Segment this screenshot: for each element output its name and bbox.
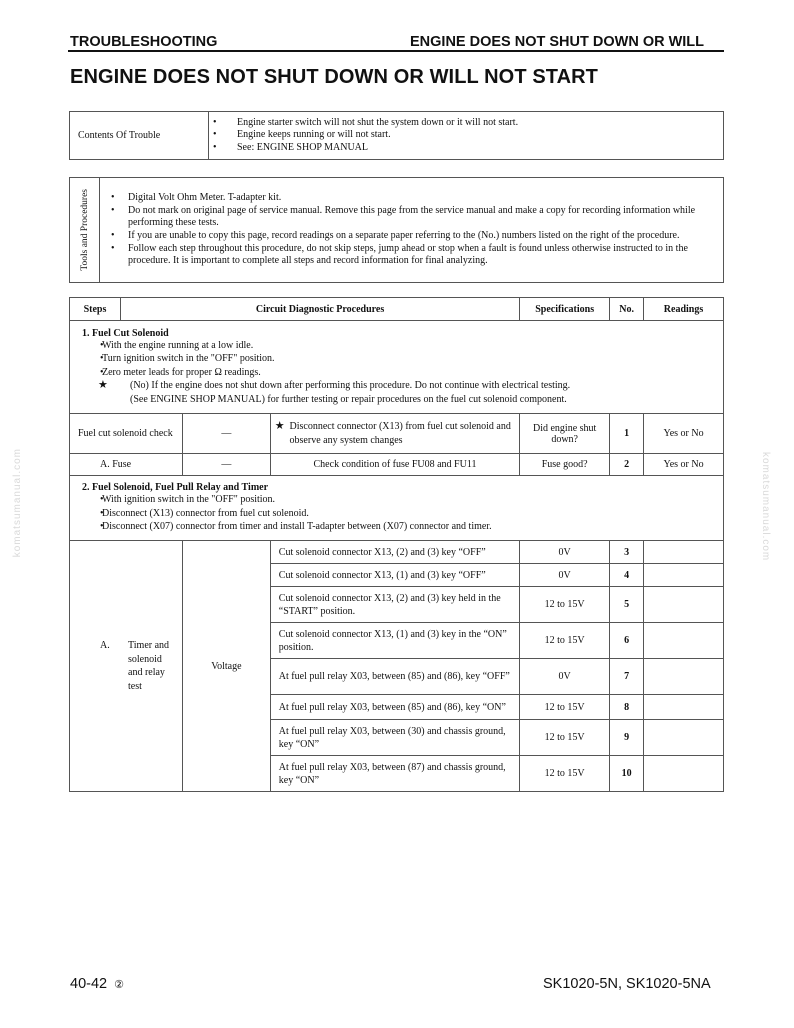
list-item: • If you are unable to copy this page, record readings on a separate paper referring to the (No.) numbers listed on the right of the procedure. xyxy=(100,230,711,243)
watermark-right: komatsumanual.com xyxy=(760,452,771,562)
reading-cell[interactable] xyxy=(644,659,724,695)
number-cell: 6 xyxy=(610,623,644,659)
number-cell: 1 xyxy=(610,414,644,454)
diagnostic-table xyxy=(69,297,724,792)
procedure-cell: Cut solenoid connector X13, (1) and (3) key in the “ON” position. xyxy=(270,623,519,659)
step-text: Timer and solenoid and relay test xyxy=(128,640,170,692)
star-note: ★ (No) If the engine does not shut down after performing this procedure. Do not continue with electrical testing. xyxy=(74,379,719,393)
page-title: ENGINE DOES NOT SHUT DOWN OR WILL NOT START xyxy=(70,66,598,88)
section-fuel-solenoid-relay-timer xyxy=(70,476,724,541)
spec-cell: 12 to 15V xyxy=(520,587,610,623)
list-item: • Follow each step throughout this procedure, do not skip steps, jump ahead or stop when a fault is found unless otherwise instructed to in the procedure. It is important to complete all steps and record information for final analyzing. xyxy=(100,243,711,268)
spec-cell: Did engine shut down? xyxy=(520,414,610,454)
list-item: • Zero meter leads for proper Ω readings. xyxy=(74,366,719,380)
number-cell: 10 xyxy=(610,756,644,792)
list-item: • Engine starter switch will not shut the system down or it will not start. xyxy=(209,117,723,130)
page-number xyxy=(70,976,124,992)
list-item: • Turn ignition switch in the "OFF" position. xyxy=(74,352,719,366)
reading-cell[interactable] xyxy=(644,720,724,756)
spec-cell: 12 to 15V xyxy=(520,720,610,756)
list-item: • Disconnect (X07) connector from timer and install T-adapter between (X07) connector and timer. xyxy=(74,520,719,534)
number-cell: 8 xyxy=(610,695,644,720)
number-cell: 9 xyxy=(610,720,644,756)
step-label: A. Fuse xyxy=(70,454,183,476)
revision-mark: ② xyxy=(114,979,124,991)
spec-cell: 12 to 15V xyxy=(520,695,610,720)
section-header: TROUBLESHOOTING xyxy=(70,34,218,50)
procedure-cell: Cut solenoid connector X13, (2) and (3) key held in the “START” position. xyxy=(270,587,519,623)
step-label: Fuel cut solenoid check xyxy=(70,414,183,454)
number-cell: 3 xyxy=(610,541,644,564)
section-title: 1. Fuel Cut Solenoid xyxy=(82,327,169,339)
col-header-steps: Steps xyxy=(70,298,121,321)
spec-cell: 12 to 15V xyxy=(520,756,610,792)
col-header-specs: Specifications xyxy=(520,298,610,321)
list-item: • See: ENGINE SHOP MANUAL xyxy=(209,142,723,155)
number-cell: 7 xyxy=(610,659,644,695)
spec-cell: 12 to 15V xyxy=(520,623,610,659)
procedure-cell: At fuel pull relay X03, between (87) and chassis ground, key “ON” xyxy=(270,756,519,792)
reading-cell[interactable] xyxy=(644,564,724,587)
procedure-cell: Cut solenoid connector X13, (2) and (3) key “OFF” xyxy=(270,541,519,564)
list-item: • With ignition switch in the "OFF" position. xyxy=(74,493,719,507)
reading-cell[interactable] xyxy=(644,695,724,720)
list-item: • Digital Volt Ohm Meter. T-adapter kit. xyxy=(100,192,711,205)
contents-of-trouble-table xyxy=(69,111,724,160)
col-header-procedures: Circuit Diagnostic Procedures xyxy=(120,298,519,321)
watermark-left: komatsumanual.com xyxy=(12,448,23,558)
procedure-cell: Check condition of fuse FU08 and FU11 xyxy=(270,454,519,476)
number-cell: 2 xyxy=(610,454,644,476)
contents-items xyxy=(209,112,724,160)
col-header-readings: Readings xyxy=(644,298,724,321)
header-rule xyxy=(68,50,724,52)
spec-cell: Fuse good? xyxy=(520,454,610,476)
col-header-no: No. xyxy=(610,298,644,321)
procedure-cell: Cut solenoid connector X13, (1) and (3) key “OFF” xyxy=(270,564,519,587)
spec-cell: 0V xyxy=(520,564,610,587)
star-icon: ★ xyxy=(274,420,285,432)
list-item: • With the engine running at a low idle. xyxy=(74,339,719,353)
procedure-cell xyxy=(270,414,519,454)
tools-label-cell xyxy=(70,178,100,283)
number-cell: 5 xyxy=(610,587,644,623)
procedure-text: Disconnect connector (X13) from fuel cut solenoid and observe any system changes xyxy=(289,421,511,446)
dash-cell: — xyxy=(182,414,270,454)
step-letter: A. xyxy=(100,640,110,651)
note-continued: (See ENGINE SHOP MANUAL) for further testing or repair procedures on the fuel cut solenoid component. xyxy=(130,393,567,405)
tools-label: Tools and Procedures xyxy=(79,189,90,271)
measurement-mode: Voltage xyxy=(182,541,270,792)
spec-cell: 0V xyxy=(520,659,610,695)
procedure-cell: At fuel pull relay X03, between (85) and (86), key “OFF” xyxy=(270,659,519,695)
model-label: SK1020-5N, SK1020-5NA xyxy=(543,976,711,992)
reading-cell: Yes or No xyxy=(644,414,724,454)
spec-cell: 0V xyxy=(520,541,610,564)
running-header: ENGINE DOES NOT SHUT DOWN OR WILL xyxy=(410,34,705,50)
step-timer-solenoid-relay xyxy=(70,541,183,792)
section-title: 2. Fuel Solenoid, Fuel Pull Relay and Timer xyxy=(82,482,269,494)
tools-procedures-table xyxy=(69,177,724,283)
list-item: • Engine keeps running or will not start. xyxy=(209,129,723,142)
reading-cell[interactable] xyxy=(644,756,724,792)
reading-cell[interactable] xyxy=(644,623,724,659)
number-cell: 4 xyxy=(610,564,644,587)
procedure-cell: At fuel pull relay X03, between (30) and chassis ground, key “ON” xyxy=(270,720,519,756)
reading-cell[interactable] xyxy=(644,541,724,564)
section-fuel-cut-solenoid xyxy=(70,321,724,414)
list-item: • Do not mark on original page of service manual. Remove this page from the service manual and make a copy for recording information while performing these tests. xyxy=(100,205,711,230)
dash-cell: — xyxy=(182,454,270,476)
procedure-cell: At fuel pull relay X03, between (85) and (86), key “ON” xyxy=(270,695,519,720)
reading-cell[interactable] xyxy=(644,587,724,623)
contents-label: Contents Of Trouble xyxy=(70,112,209,160)
reading-cell: Yes or No xyxy=(644,454,724,476)
list-item: • Disconnect (X13) connector from fuel cut solenoid. xyxy=(74,507,719,521)
tools-items xyxy=(100,178,724,283)
page-number-text: 40-42 xyxy=(70,976,108,992)
